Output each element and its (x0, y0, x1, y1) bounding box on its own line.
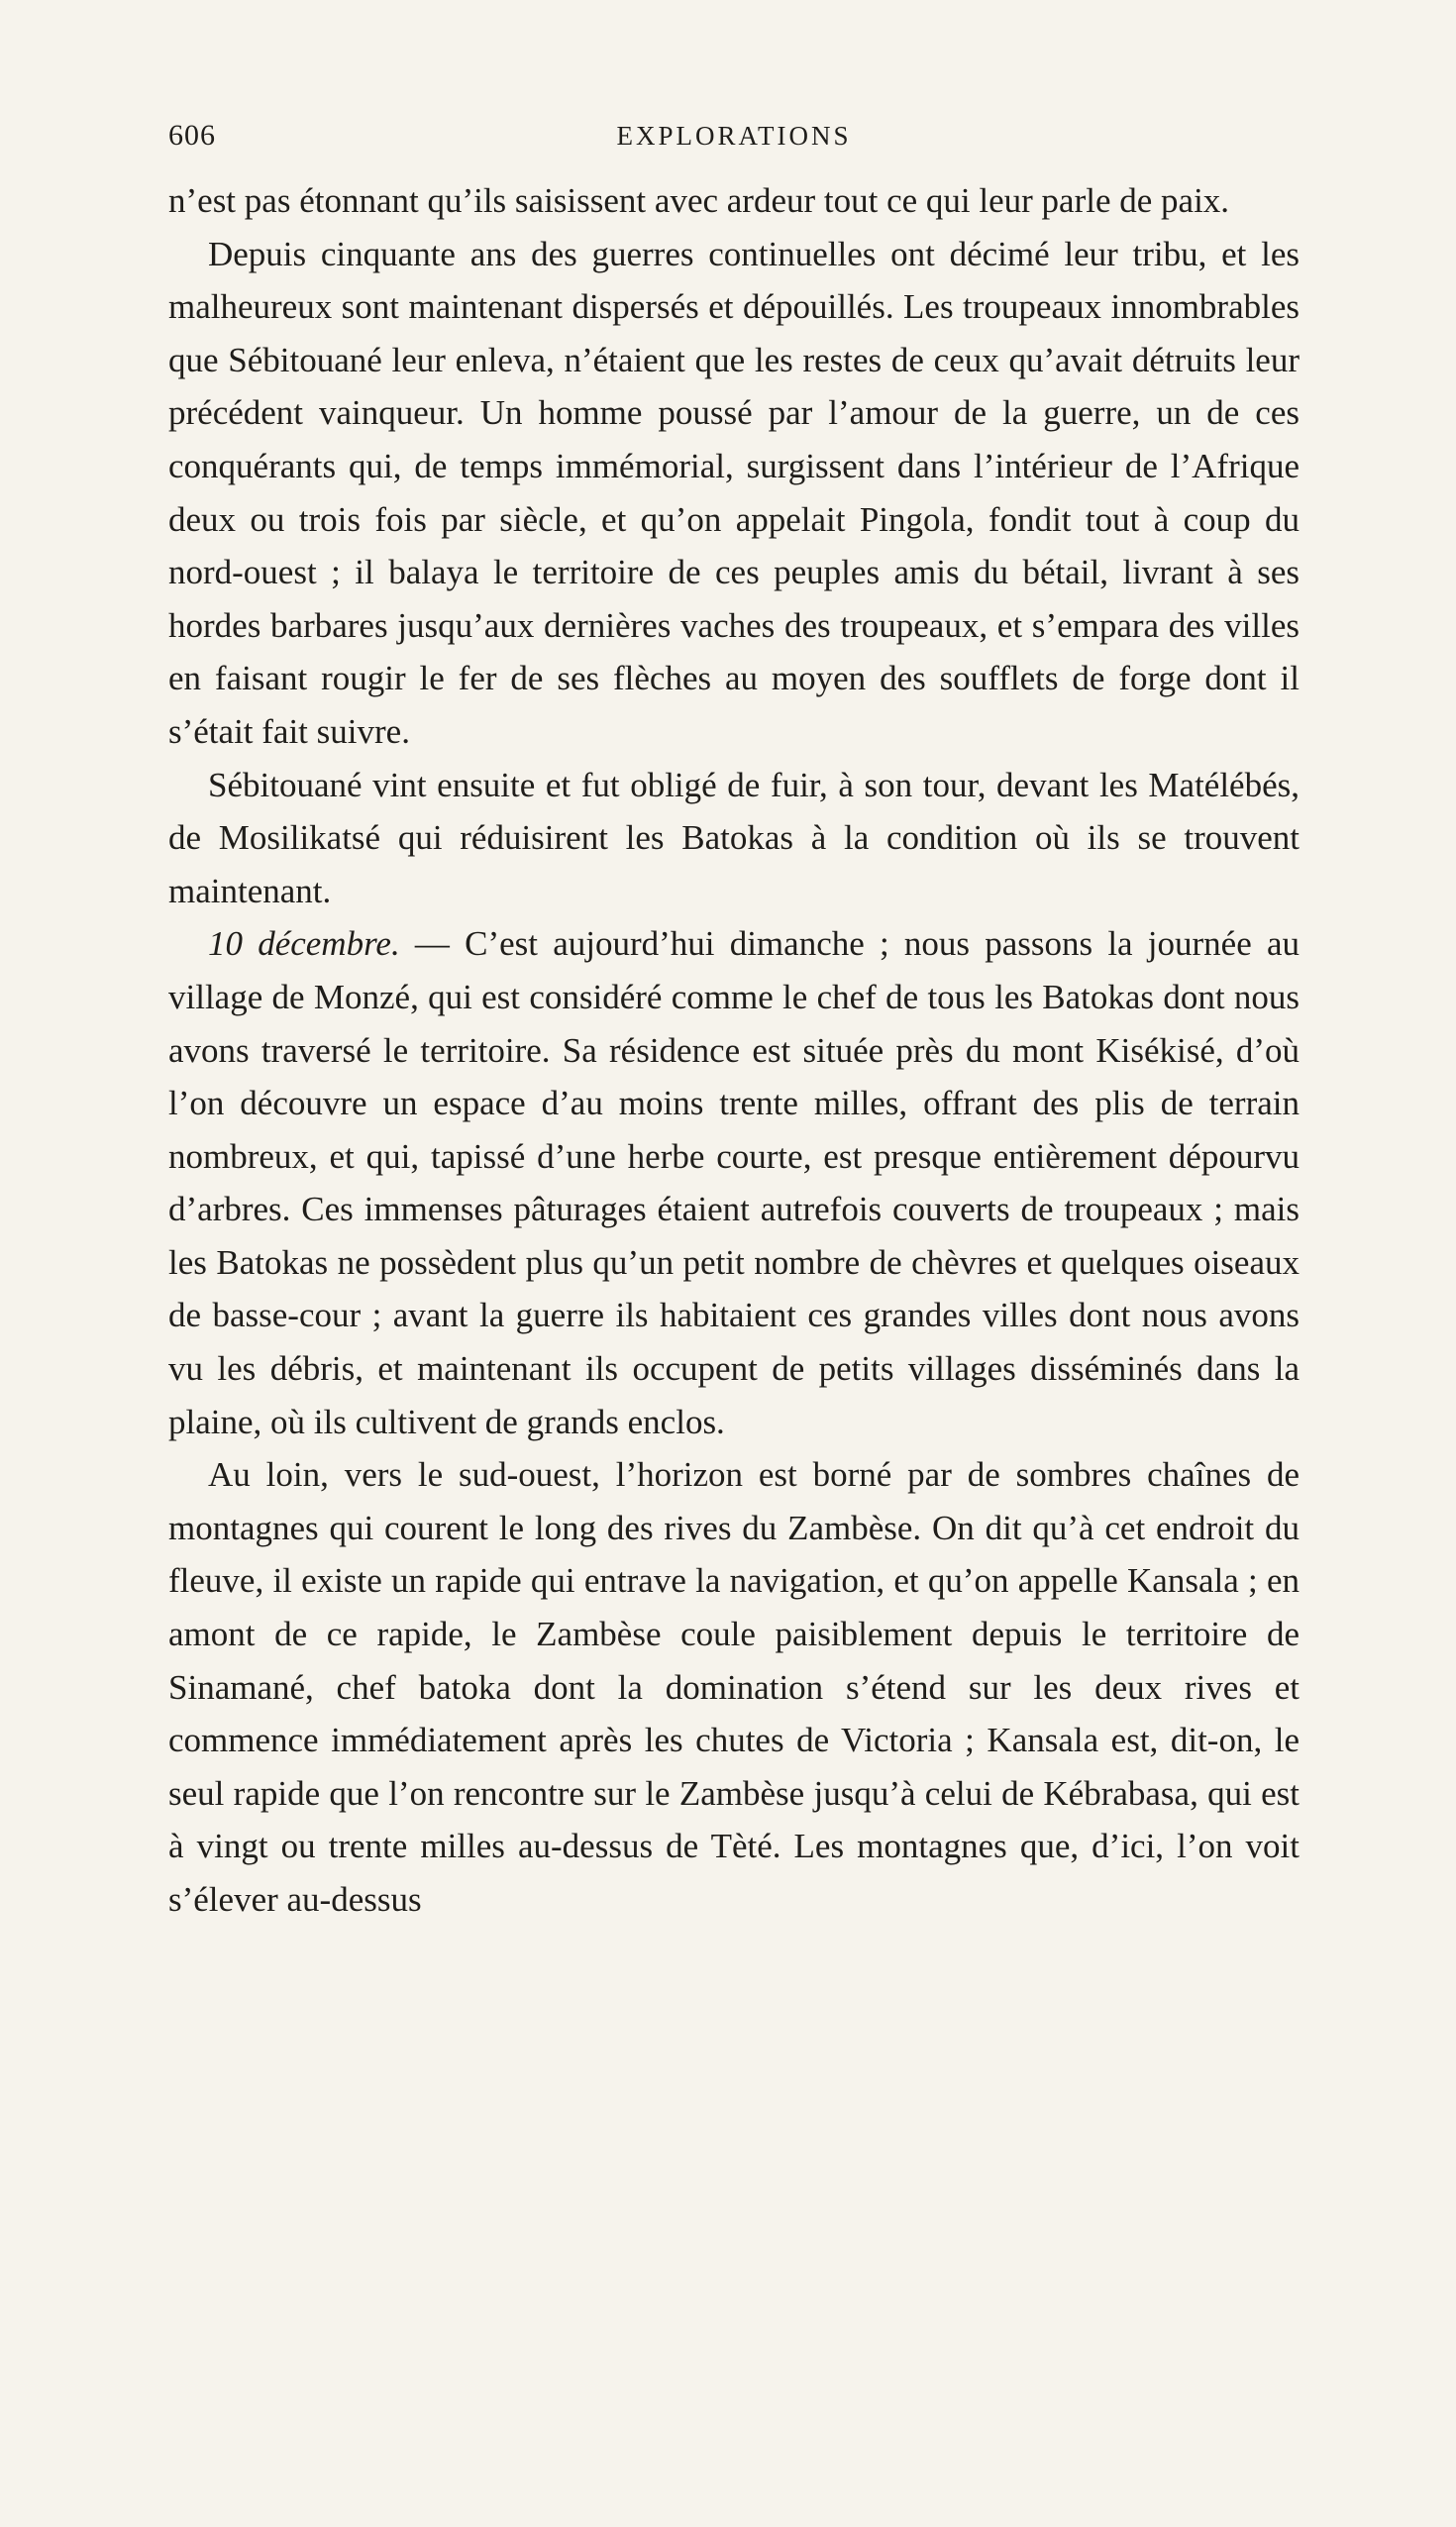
paragraph-4 (168, 917, 1300, 1448)
page-header (168, 119, 1300, 158)
paragraph-4-text: — C’est aujourd’hui dimanche ; nous passons la journée au village de Monzé, qui est considéré comme le chef de tous les Batokas dont nous avons traversé le territoire. Sa résidence est située près du mont Kisékisé, d’où l’on découvre un espace d’au moins trente milles, offrant des plis de terrain nombreux, et qui, tapissé d’une herbe courte, est presque entièrement dépourvu d’arbres. Ces immenses pâturages étaient autrefois couverts de troupeaux ; mais les Batokas ne possèdent plus qu’un petit nombre de chèvres et quelques oiseaux de basse-cour ; avant la guerre ils habitaient ces grandes villes dont nous avons vu les débris, et maintenant ils occupent de petits villages disséminés dans la plaine, où ils cultivent de grands enclos. (168, 924, 1300, 1441)
paragraph-2: Depuis cinquante ans des guerres continuelles ont décimé leur tribu, et les malheureux sont maintenant dispersés et dépouillés. Les troupeaux innombrables que Sébitouané leur enleva, n’étaient que les restes de ceux qu’avait détruits leur précédent vainqueur. Un homme poussé par l’amour de la guerre, un de ces conquérants qui, de temps immémorial, surgissent dans l’intérieur de l’Afrique deux ou trois fois par siècle, et qu’on appelait Pingola, fondit tout à coup du nord-ouest ; il balaya le territoire de ces peuples amis du bétail, livrant à ses hordes barbares jusqu’aux dernières vaches des troupeaux, et s’empara des villes en faisant rougir le fer de ses flèches au moyen des soufflets de forge dont il s’était fait suivre. (168, 234, 1300, 751)
paragraph-1: n’est pas étonnant qu’ils saisissent avec ardeur tout ce qui leur parle de paix. (168, 181, 1230, 220)
body-text (168, 174, 1300, 1927)
running-title: EXPLORATIONS (616, 121, 852, 151)
page-number: 606 (168, 119, 216, 152)
paragraph-5: Au loin, vers le sud-ouest, l’horizon est borné par de sombres chaînes de montagnes qui courent le long des rives du Zambèse. On dit qu’à cet endroit du fleuve, il existe un rapide qui entrave la navigation, et qu’on appelle Kansala ; en amont de ce rapide, le Zambèse coule paisiblement depuis le territoire de Sinamané, chef batoka dont la domination s’étend sur les deux rives et commence immédiatement après les chutes de Victoria ; Kansala est, dit-on, le seul rapide que l’on rencontre sur le Zambèse jusqu’à celui de Kébrabasa, qui est à vingt ou trente milles au-dessus de Tèté. Les montagnes que, d’ici, l’on voit s’élever au-dessus (168, 1455, 1300, 1919)
date-label: 10 décembre. (208, 924, 400, 964)
paragraph-3: Sébitouané vint ensuite et fut obligé de fuir, à son tour, devant les Matélébés, de Mosilikatsé qui réduisirent les Batokas à la condition où ils se trouvent maintenant. (168, 765, 1300, 910)
